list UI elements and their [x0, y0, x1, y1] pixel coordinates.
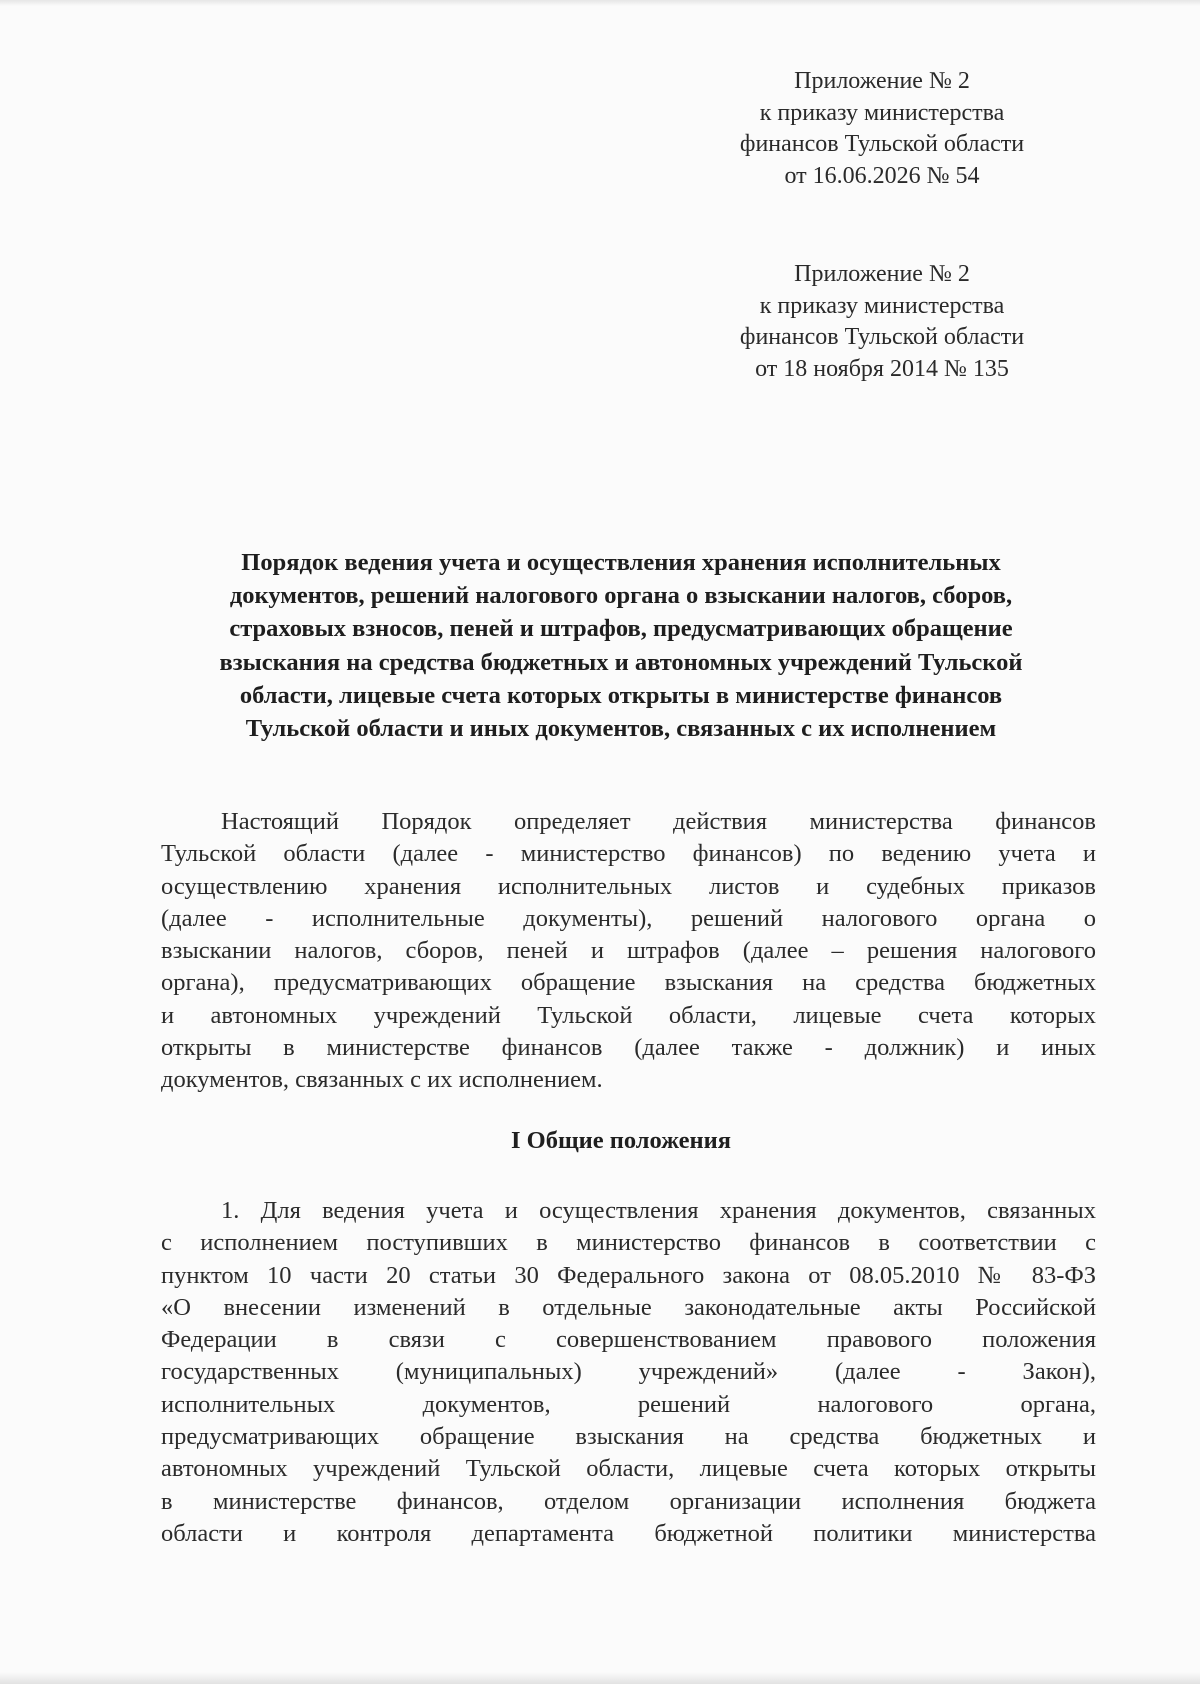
paragraph-line: Тульской области (далее - министерство финансов) по ведению учета и: [161, 840, 1096, 868]
attachment-date-number: от 16.06.2026 № 54: [784, 162, 980, 189]
paragraph-line: Федерации в связи с совершенствованием правового положения: [161, 1326, 1096, 1354]
paragraph-line: в министерстве финансов, отделом организации исполнения бюджета: [161, 1487, 1096, 1515]
title-line: области, лицевые счета которых открыты в министерстве финансов: [239, 681, 1003, 709]
attachment-order-ref: к приказу министерства: [759, 99, 1005, 126]
attachment-order-ref: к приказу министерства: [759, 292, 1005, 319]
paragraph-line: автономных учреждений Тульской области, лицевые счета которых открыты: [161, 1455, 1096, 1483]
paragraph-line: предусматривающих обращение взыскания на средства бюджетных и: [161, 1423, 1096, 1451]
title-line: страховых взносов, пеней и штрафов, предусматривающих обращение: [229, 615, 1013, 643]
paragraph-line: органа), предусматривающих обращение взыскания на средства бюджетных: [161, 969, 1096, 997]
paragraph-line: 1. Для ведения учета и осуществления хранения документов, связанных: [221, 1197, 1096, 1224]
paragraph-line: государственных (муниципальных) учреждений» (далее - Закон),: [161, 1358, 1096, 1386]
attachment-number: Приложение № 2: [794, 261, 970, 287]
title-line: документов, решений налогового органа о взыскании налогов, сборов,: [229, 582, 1013, 610]
attachment-header-current: [700, 66, 1064, 192]
attachment-ministry: финансов Тульской области: [739, 131, 1025, 157]
paragraph-line: открыты в министерстве финансов (далее также - должник) и иных: [161, 1034, 1096, 1062]
paragraph-line: с исполнением поступивших в министерство финансов в соответствии с: [161, 1229, 1096, 1257]
paragraph-line: документов, связанных с их исполнением.: [161, 1066, 603, 1094]
paragraph-line: исполнительных документов, решений налогового органа,: [161, 1390, 1096, 1418]
attachment-date-number: от 18 ноября 2014 № 135: [755, 355, 1009, 382]
paragraph-line: осуществлению хранения исполнительных листов и судебных приказов: [161, 872, 1096, 900]
paragraph-line: и автономных учреждений Тульской области, лицевые счета которых: [161, 1001, 1096, 1029]
attachment-number: Приложение № 2: [794, 68, 970, 94]
intro-paragraph: [161, 806, 1096, 1097]
scan-edge-top: [0, 0, 1200, 6]
paragraph-line: Настоящий Порядок определяет действия министерства финансов: [221, 808, 1096, 835]
attachment-header-original: [700, 259, 1064, 385]
title-line: Тульской области и иных документов, связанных с их исполнением: [245, 715, 997, 743]
paragraph-line: пунктом 10 части 20 статьи 30 Федерального закона от 08.05.2010 № 83-ФЗ: [161, 1261, 1096, 1289]
paragraph-line: «О внесении изменений в отдельные законодательные акты Российской: [161, 1293, 1096, 1321]
paragraph-line: области и контроля департамента бюджетной политики министерства: [161, 1519, 1096, 1547]
scan-edge-bottom: [0, 1672, 1200, 1684]
document-title: [150, 546, 1092, 745]
attachment-ministry: финансов Тульской области: [739, 324, 1025, 350]
title-line: взыскания на средства бюджетных и автономных учреждений Тульской: [219, 648, 1023, 676]
paragraph-line: (далее - исполнительные документы), решений налогового органа о: [161, 904, 1096, 932]
paragraph-line: взыскании налогов, сборов, пеней и штрафов (далее – решения налогового: [161, 937, 1096, 965]
title-line: Порядок ведения учета и осуществления хранения исполнительных: [241, 549, 1001, 576]
point-1-paragraph: [161, 1195, 1096, 1550]
section-heading: I Общие положения: [511, 1127, 731, 1154]
